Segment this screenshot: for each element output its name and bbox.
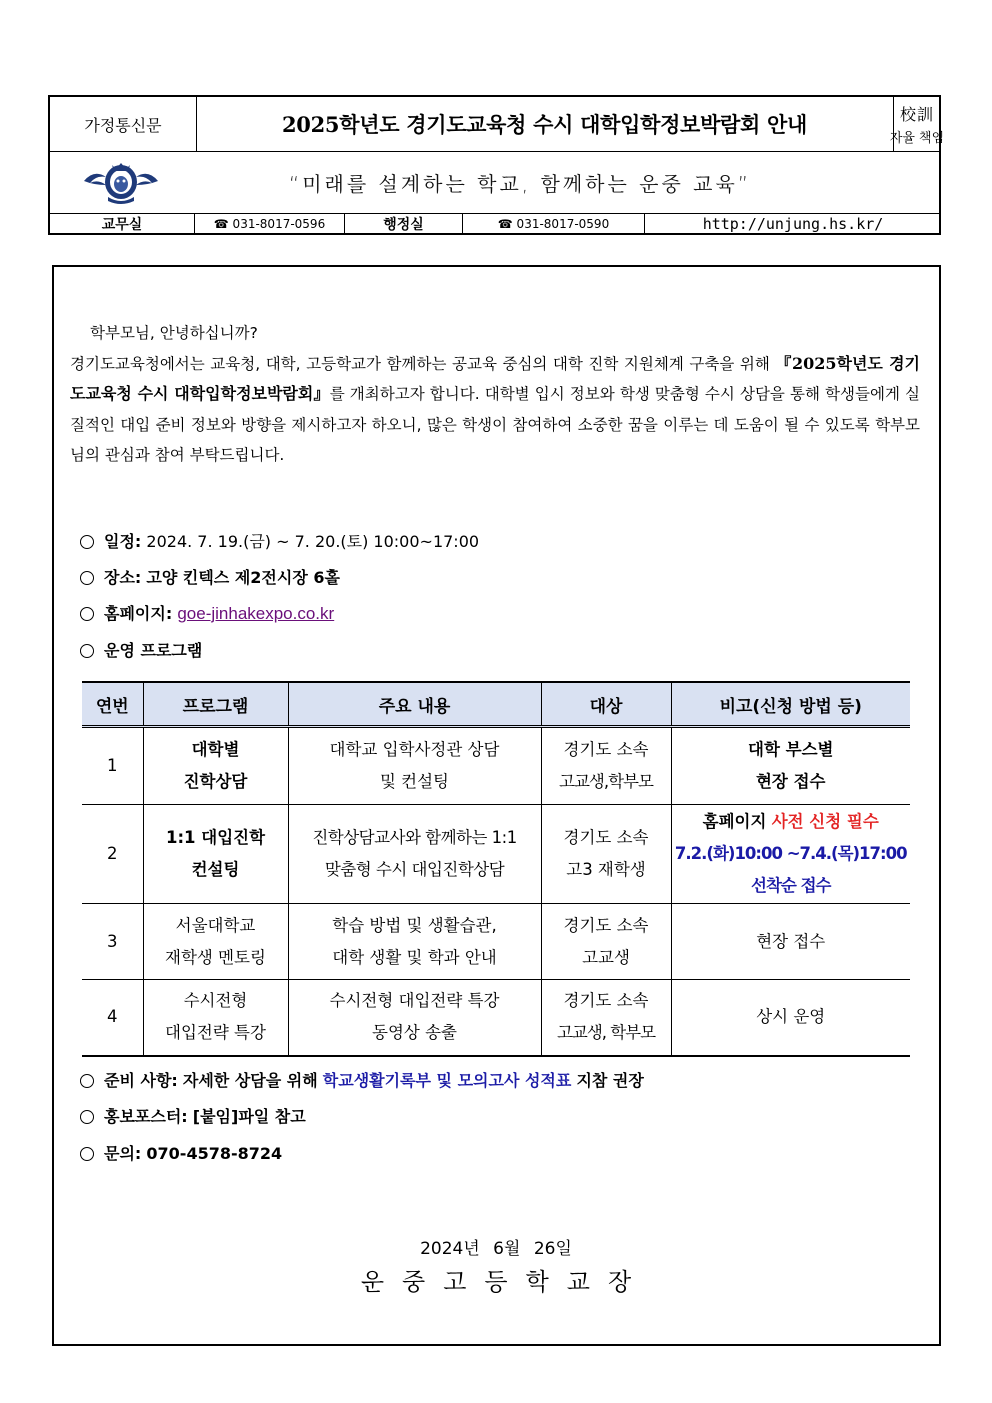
office2-label: 행정실 — [345, 213, 463, 235]
schedule-label: 일정: — [104, 532, 142, 551]
homepage-label: 홈페이지: — [104, 604, 173, 623]
circle-bullet-icon — [80, 1074, 94, 1088]
target-cell — [541, 904, 671, 980]
school-logo-icon — [82, 159, 160, 205]
table-header-cell: 프로그램 — [143, 682, 288, 727]
contact-item — [80, 1141, 282, 1164]
program-line: 대학별 — [191, 740, 240, 759]
target-line: 경기도 소속 — [563, 991, 649, 1011]
circle-bullet-icon — [80, 571, 94, 585]
target-line: 고교생 — [582, 947, 630, 967]
table-header-cell: 비고(신청 방법 등) — [671, 682, 910, 727]
schedule-value: 2024. 7. 19.(금) ~ 7. 20.(토) 10:00~17:00 — [146, 532, 480, 551]
note-first-come: 선착순 접수 — [751, 876, 831, 895]
homepage-item — [80, 601, 334, 624]
target-cell — [541, 980, 671, 1056]
program-cell — [143, 805, 288, 904]
note-line: 대학 부스별 — [748, 740, 834, 759]
program-heading: 운영 프로그램 — [104, 641, 203, 660]
program-line: 수시전형 — [183, 991, 248, 1011]
target-line: 경기도 소속 — [563, 828, 649, 847]
intro-body-part1: 경기도교육청에서는 교육청, 대학, 고등학교가 함께하는 공교육 중심의 대학 진학 지원체계 구축을 위해 — [70, 354, 776, 373]
content-cell — [288, 904, 541, 980]
school-motto — [889, 97, 945, 151]
table-header-cell: 대상 — [541, 682, 671, 727]
homepage-link[interactable]: goe-jinhakexpo.co.kr — [177, 604, 335, 623]
program-line: 1:1 대입진학 — [165, 828, 266, 847]
schedule-item — [80, 529, 479, 552]
note-homepage: 홈페이지 — [702, 812, 767, 831]
content-line: 및 컨설팅 — [379, 772, 449, 791]
letterhead-title-row — [50, 97, 945, 152]
circle-bullet-icon — [80, 644, 94, 658]
office2-phone: ☎ 031-8017-0590 — [463, 213, 645, 235]
table-row — [82, 904, 910, 980]
content-line: 수시전형 대입전략 특강 — [329, 991, 500, 1011]
content-cell — [288, 727, 541, 805]
row-number: 1 — [82, 727, 143, 805]
prep-label: 준비 사항: — [104, 1071, 178, 1090]
circle-bullet-icon — [80, 535, 94, 549]
place-label: 장소: — [104, 568, 142, 587]
preparation-item — [80, 1068, 644, 1091]
circle-bullet-icon — [80, 607, 94, 621]
poster-label: 홍보포스터: — [104, 1107, 188, 1126]
note-cell — [671, 727, 910, 805]
target-line: 고교생, 학부모 — [556, 1023, 656, 1043]
content-line: 진학상담교사와 함께하는 1:1 — [312, 828, 517, 847]
office1-label: 교무실 — [50, 213, 195, 235]
contact-value: 070-4578-8724 — [146, 1144, 283, 1163]
program-line: 대입전략 특강 — [165, 1023, 266, 1043]
note-cell: 현장 접수 — [671, 904, 910, 980]
place-item — [80, 565, 340, 588]
table-header-cell: 주요 내용 — [288, 682, 541, 727]
prep-highlight: 학교생활기록부 및 모의고사 성적표 — [322, 1071, 572, 1090]
intro-body-part2: 를 개최하고자 합니다. 대학별 입시 정보와 학생 맞춤형 수시 상담을 통해 학생들에게 실질적인 대입 준비 정보와 방향을 제시하고자 하오니, 많은 학생이 참여하여 소중한 꿈을 이루는 데 도움이 될 수 있도록 학부모님의 관심과 참여 부탁드립니다. — [70, 385, 921, 464]
letterhead-contact-row — [50, 213, 939, 235]
office1-phone: ☎ 031-8017-0596 — [195, 213, 345, 235]
content-line: 대학 생활 및 학과 안내 — [332, 947, 497, 967]
row-number: 3 — [82, 904, 143, 980]
program-line: 재학생 멘토링 — [165, 947, 266, 967]
program-cell — [143, 980, 288, 1056]
target-cell — [541, 727, 671, 805]
program-line: 컨설팅 — [191, 860, 240, 879]
content-line: 동영상 송출 — [372, 1023, 457, 1043]
principal-signature: 운중고등학교장 — [360, 1268, 650, 1296]
prep-text-2: 지참 권장 — [576, 1071, 644, 1090]
row-number: 4 — [82, 980, 143, 1056]
table-row — [82, 980, 910, 1056]
program-cell — [143, 904, 288, 980]
letterhead-slogan-row — [50, 151, 939, 214]
target-line: 경기도 소속 — [563, 915, 649, 935]
issue-date: 2024년 6월 26일 — [420, 1239, 572, 1259]
greeting: 학부모님, 안녕하십니까? — [90, 324, 258, 342]
document-title: 2025학년도 경기도교육청 수시 대학입학정보박람회 안내 — [196, 97, 894, 151]
note-cell: 상시 운영 — [671, 980, 910, 1056]
note-line: 현장 접수 — [755, 772, 826, 791]
motto-text: 자율 책임 — [889, 131, 945, 146]
target-line: 고교생,학부모 — [559, 772, 653, 791]
circle-bullet-icon — [80, 1147, 94, 1161]
table-row — [82, 805, 910, 904]
poster-item — [80, 1104, 306, 1127]
note-required: 사전 신청 필수 — [771, 812, 879, 831]
motto-title: 校訓 — [899, 105, 934, 124]
row-number: 2 — [82, 805, 143, 904]
target-line: 경기도 소속 — [563, 740, 649, 759]
prep-text-1: 자세한 상담을 위해 — [182, 1071, 318, 1090]
content-cell — [288, 980, 541, 1056]
program-line: 서울대학교 — [175, 915, 256, 935]
table-header-cell: 연번 — [82, 682, 143, 727]
intro-paragraph — [70, 318, 920, 471]
program-table — [82, 681, 910, 1057]
school-slogan: “미래를 설계하는 학교, 함께하는 운중 교육” — [288, 171, 752, 196]
table-row — [82, 727, 910, 805]
content-line: 맞춤형 수시 대입진학상담 — [324, 860, 505, 879]
note-cell — [671, 805, 910, 904]
intro-body — [70, 349, 920, 471]
content-line: 학습 방법 및 생활습관, — [332, 915, 497, 935]
target-cell — [541, 805, 671, 904]
content-line: 대학교 입학사정관 상담 — [329, 740, 500, 759]
note-line — [673, 806, 910, 838]
document-type-label: 가정통신문 — [50, 97, 197, 151]
note-period: 7.2.(화)10:00 ~7.4.(목)17:00 — [674, 844, 907, 863]
content-cell — [288, 805, 541, 904]
place-value: 고양 킨텍스 제2전시장 6홀 — [146, 568, 340, 587]
program-cell — [143, 727, 288, 805]
program-line: 진학상담 — [183, 772, 248, 791]
letterhead — [48, 95, 945, 235]
contact-label: 문의: — [104, 1144, 142, 1163]
school-website-link[interactable]: http://unjung.hs.kr/ — [702, 215, 884, 233]
target-line: 고3 재학생 — [566, 860, 646, 879]
poster-value: [붙임]파일 참고 — [192, 1107, 306, 1126]
program-heading-item — [80, 638, 202, 661]
table-header-row — [82, 682, 910, 727]
circle-bullet-icon — [80, 1110, 94, 1124]
event-name: 『2025학년도 경기도교육청 수시 대학입학정보박람회』 — [70, 353, 920, 403]
